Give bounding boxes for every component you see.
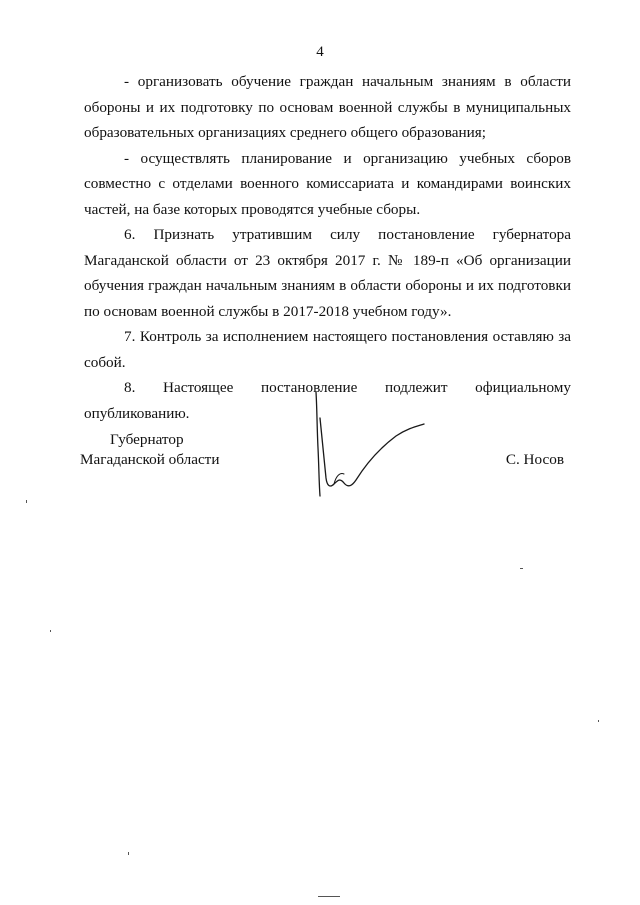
- signatory-title: Губернатор: [110, 431, 184, 448]
- scan-speck: [50, 630, 51, 632]
- paragraph-item-7: 7. Контроль за исполнением настоящего постановления оставляю за собой.: [84, 328, 571, 371]
- paragraph-training: - организовать обучение граждан начальным знаниям в области обороны и их подготовку по основам военной службы в муниципальных образовательных организациях среднего общего образования;: [84, 73, 571, 141]
- paragraph-planning: - осуществлять планирование и организацию учебных сборов совместно с отделами военного комиссариата и командирами воинских частей, на базе которых проводятся учебные сборы.: [84, 149, 571, 218]
- scan-speck: [520, 568, 523, 569]
- signatory-region: Магаданской области: [80, 451, 220, 468]
- paragraph-item-8: 8. Настоящее постановление подлежит официальному опубликованию.: [84, 379, 571, 422]
- handwritten-signature: [300, 388, 440, 503]
- scan-speck: [598, 720, 599, 722]
- signatory-name: С. Носов: [505, 451, 564, 468]
- scan-speck: [26, 500, 27, 503]
- page-number: 4: [316, 44, 324, 60]
- scan-speck: [128, 852, 129, 855]
- paragraph-item-6: 6. Признать утратившим силу постановление губернатора Магаданской области от 23 октября 2017 г. № 189-п «Об организации обучения граждан начальным знаниям в области обороны и их подготовки по основам военной службы в 2017-2018 учебном году».: [84, 226, 571, 320]
- document-body: [84, 69, 571, 426]
- scan-speck: [318, 896, 340, 897]
